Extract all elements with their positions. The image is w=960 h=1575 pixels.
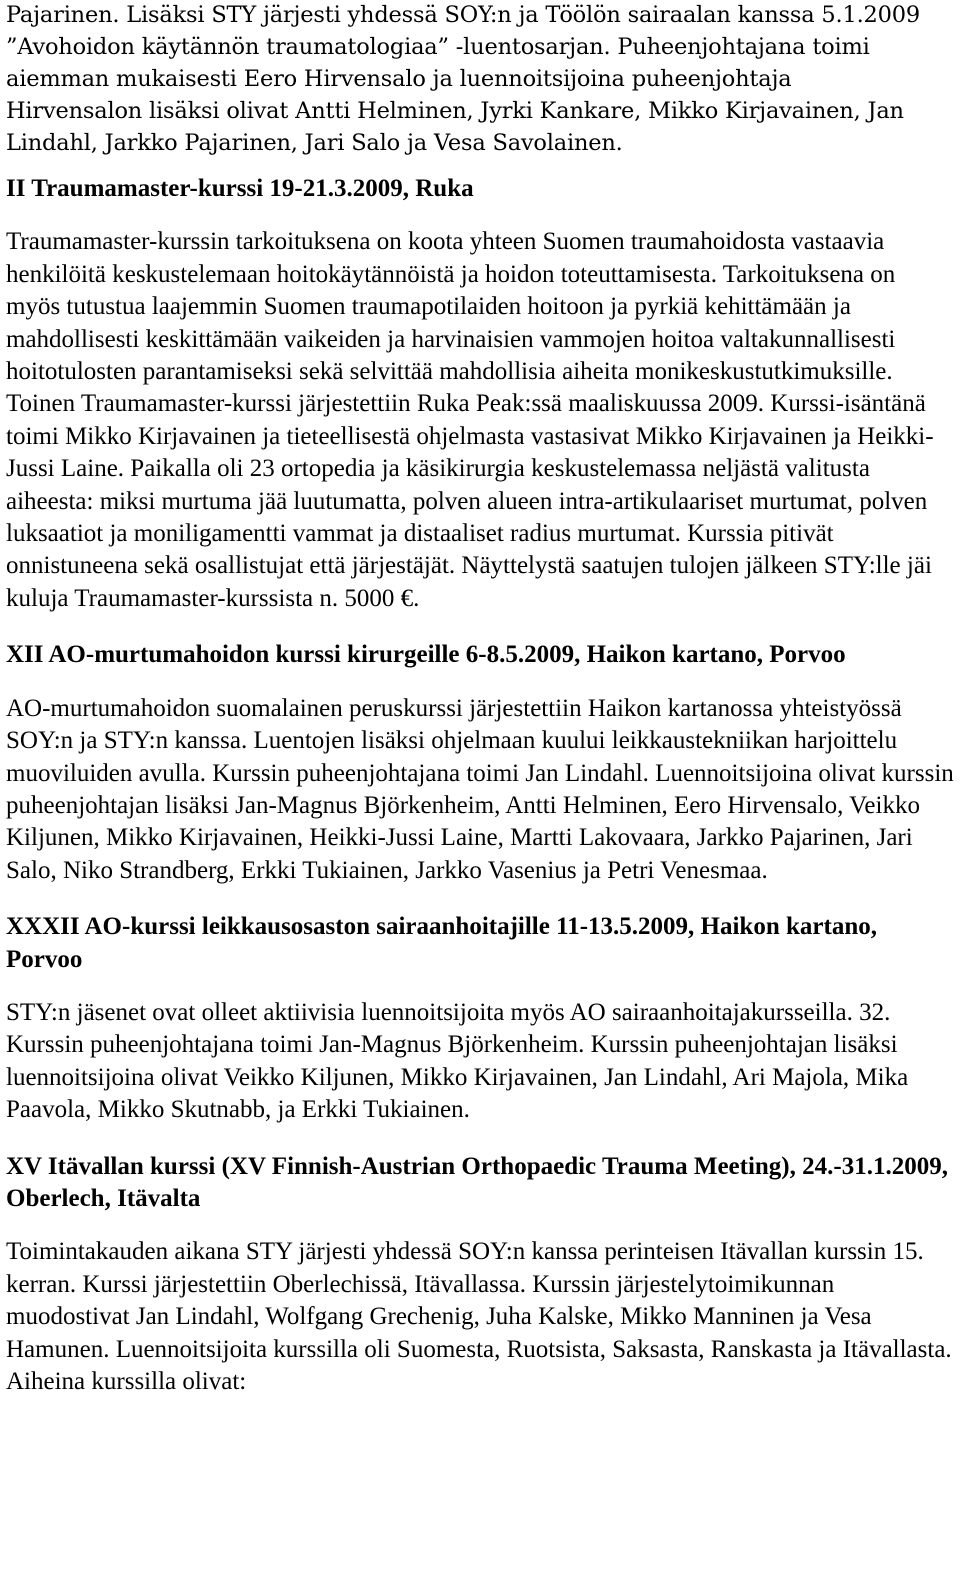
section-body-ao-nurses: STY:n jäsenet ovat olleet aktiivisia luennoitsijoita myös AO sairaanhoitajakursseilla. 32. Kurssin puheenjohtajana toimi Jan-Magnus Björkenheim. Kurssin puheenjohtajan lisäksi luennoitsijoina olivat Veikko Kiljunen, Mikko Kirjavainen, Jan Lindahl, Ari Majola, Mika Paavola, Mikko Skutnabb, ja Erkki Tukiainen. [6, 998, 909, 1124]
section-heading-ao-nurses: XXXII AO-kurssi leikkausosaston sairaanhoitajille 11-13.5.2009, Haikon kartano, Porvoo [6, 913, 877, 973]
section-body-traumamaster: Traumamaster-kurssin tarkoituksena on koota yhteen Suomen traumahoidosta vastaavia henkilöitä keskustelemaan hoitokäytännöistä ja hoidon toteuttamisesta. Tarkoituksena on myös tutustua laajemmin Suomen traumapotilaiden hoitoon ja pyrkiä kehittämään ja mahdollisesti keskittämään vaikeiden ja harvinaisien vammojen hoitoa valtakunnallisesti hoitotulosten parantamiseksi sekä selvittää mahdollisia aiheita monikeskustutkimuksille. Toinen Traumamaster-kurssi järjestettiin Ruka Peak:ssä maaliskuussa 2009. Kurssi-isäntänä toimi Mikko Kirjavainen ja tieteellisestä ohjelmasta vastasivat Mikko Kirjavainen ja Heikki-Jussi Laine. Paikalla oli 23 ortopedia ja käsikirurgia keskustelemassa neljästä valitusta aiheesta: miksi murtuma jää luutumatta, polven alueen intra-artikulaariset murtumat, polven luksaatiot ja moniligamentti vammat ja distaaliset radius murtumat. Kurssia pitivät onnistuneena sekä osallistujat että järjestäjät. Näyttelystä saatujen tulojen jälkeen STY:lle jäi kuluja Traumamaster-kurssista n. 5000 €. [6, 228, 934, 612]
intro-line: Pajarinen. Lisäksi STY järjesti yhdessä SOY:n ja Töölön sairaalan kanssa 5.1.2009 [6, 2, 921, 28]
section-heading-austria-course: XV Itävallan kurssi (XV Finnish-Austrian Orthopaedic Trauma Meeting), 24.-31.1.2009, Oberlech, Itävalta [6, 1152, 948, 1212]
section-heading-ao-surgeons: XII AO-murtumahoidon kurssi kirurgeille 6-8.5.2009, Haikon kartano, Porvoo [6, 641, 846, 669]
section-body-austria-course: Toimintakauden aikana STY järjesti yhdessä SOY:n kanssa perinteisen Itävallan kurssin 15. kerran. Kurssi järjestettiin Oberlechissä, Itävallassa. Kurssin järjestelytoimikunnan muodostivat Jan Lindahl, Wolfgang Grechenig, Juha Kalske, Mikko Manninen ja Vesa Hamunen. Luennoitsijoita kurssilla oli Suomesta, Ruotsista, Saksasta, Ranskasta ja Itävallasta. Aiheina kurssilla olivat: [6, 1238, 952, 1395]
intro-line: aiemman mukaisesti Eero Hirvensalo ja luennoitsijoina puheenjohtaja [6, 66, 792, 92]
section-heading-traumamaster: II Traumamaster-kurssi 19-21.3.2009, Ruka [6, 175, 474, 202]
section-body-ao-surgeons: AO-murtumahoidon suomalainen peruskurssi järjestettiin Haikon kartanossa yhteistyössä SOY:n ja STY:n kanssa. Luentojen lisäksi ohjelmaan kuului leikkaustekniikan harjoittelu muoviluiden avulla. Kurssin puheenjohtajana toimi Jan Lindahl. Luennoitsijoina olivat kurssin puheenjohtajan lisäksi Jan-Magnus Björkenheim, Antti Helminen, Eero Hirvensalo, Veikko Kiljunen, Mikko Kirjavainen, Heikki-Jussi Laine, Martti Lakovaara, Jarkko Pajarinen, Jari Salo, Niko Strandberg, Erkki Tukiainen, Jarkko Vasenius ja Petri Venesmaa. [6, 694, 954, 884]
intro-line: Lindahl, Jarkko Pajarinen, Jari Salo ja Vesa Savolainen. [6, 130, 623, 156]
intro-line: ”Avohoidon käytännön traumatologiaa” -luentosarjan. Puheenjohtajana toimi [6, 34, 870, 60]
intro-line: Hirvensalon lisäksi olivat Antti Helminen, Jyrki Kankare, Mikko Kirjavainen, Jan [6, 98, 904, 124]
intro-paragraph [6, 0, 954, 159]
